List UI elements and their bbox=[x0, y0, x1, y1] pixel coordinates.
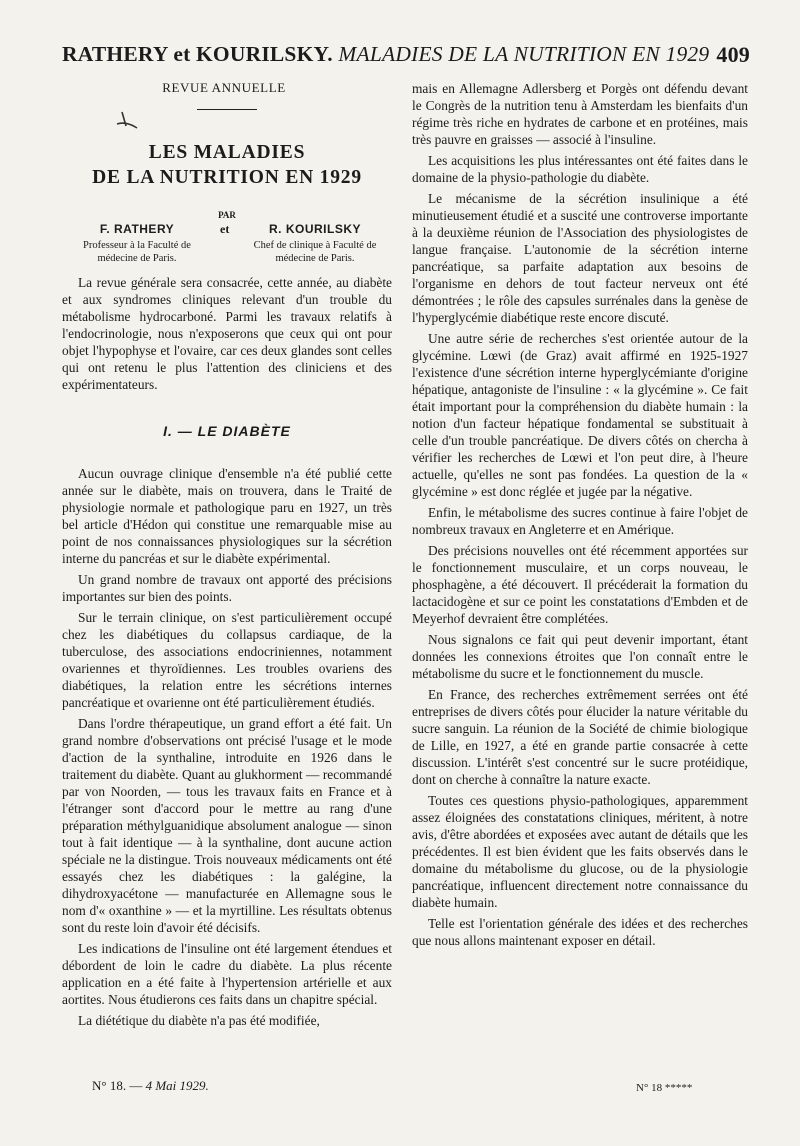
paragraph: Aucun ouvrage clinique d'ensemble n'a été publié cette année sur le diabète, mais on trouvera, dans le Traité de physiologie normale et pathologique paru en 1927, un très bel article d'Hédon qui constitue une remarquable mise au point de nos connaissances physiologiques sur la sécrétion interne du pancréas et sur le diabète expérimental. bbox=[62, 466, 392, 566]
footer-issue: N° 18. — bbox=[92, 1078, 143, 1093]
main-title-line-1: LES MALADIES bbox=[148, 142, 306, 163]
paragraph: Les indications de l'insuline ont été largement étendues et débordent de loin le cadre du diabète. La plus récente application en a été faite à l'hypertension artérielle et aux aortites. Nous étudierons ces faits dans un chapitre spécial. bbox=[62, 941, 392, 1007]
footer-left bbox=[92, 1078, 209, 1094]
paragraph: Le mécanisme de la sécrétion insulinique a été minutieusement étudié et a suscité une controverse importante à la deuxième réunion de l'Association des physiologistes de langue française. L'autonomie de la sécrétion interne pancréatique, sa parfaite adaptation aux besoins de l'organisme en dehors de tout facteur nerveux ont été démontrées ; le rôle des capsules surrénales dans la genèse de l'hyperglycémie diabétique reste encore discuté. bbox=[412, 191, 748, 325]
author-name: F. RATHERY bbox=[99, 222, 175, 236]
author-name: R. KOURILSKY bbox=[268, 222, 361, 236]
footer-date: 4 Mai 1929. bbox=[145, 1078, 209, 1093]
paragraph: Toutes ces questions physio-pathologiques, apparemment assez éloignées des constatations cliniques, méritent, à notre avis, d'être abordées et exposées avec autant de détails que les précédentes. Il est bien évident que les faits observés dans le domaine du métabolisme du glucose, ou de la physiologie pancréatique, influencent directement notre connaissance du diabète humain. bbox=[412, 793, 748, 910]
handwritten-mark-icon bbox=[114, 110, 140, 132]
header-title: MALADIES DE LA NUTRITION EN 1929 bbox=[338, 42, 710, 66]
author-conjunction: et bbox=[220, 222, 230, 236]
author-role bbox=[62, 239, 212, 265]
intro-text bbox=[62, 274, 392, 393]
left-column bbox=[62, 80, 392, 1033]
authors-block bbox=[62, 222, 392, 274]
author-role-line: médecine de Paris. bbox=[275, 253, 355, 264]
main-title-line-2: DE LA NUTRITION EN 1929 bbox=[92, 167, 362, 188]
paragraph: Dans l'ordre thérapeutique, un grand effort a été fait. Un grand nombre d'observations ont précisé l'usage et le mode d'action de la synthaline, introduite en 1926 dans le traitement du diabète. Quant au glukhorment — recommandé par von Noorden, — tous les travaux faits en France et à l'étranger sont d'accord pour le mettre au rang d'une préparation méthylguanidique absolument analogue — sinon tout à fait identique — à la synthaline, dont aucune action spéciale ne la distingue. Trois nouveaux médicaments ont été essayés chez les diabétiques : la galégine, la dihydroxyacétone — manufacturée en Allemagne sous le nom d'« oxanthine » — et la myrtilline. Les résultats obtenus sont du reste loin d'avoir été décisifs. bbox=[62, 716, 392, 935]
paragraph: Un grand nombre de travaux ont apporté des précisions importantes sur bien des points. bbox=[62, 572, 392, 604]
paragraph: Nous signalons ce fait qui peut devenir important, étant données les connexions étroites que l'on connaît entre le métabolisme du sucre et le fonctionnement du muscle. bbox=[412, 632, 748, 681]
paragraph: En France, des recherches extrêmement serrées ont été entreprises de divers côtés pour élucider la nature véritable du sucre sanguin. La réunion de la Société de chimie biologique de Lille, en 1927, a été en grande partie consacrée à cette discussion. L'intérêt s'est concentré sur le sucre protéidique, dont on cherche à connaître la nature exacte. bbox=[412, 687, 748, 787]
main-title bbox=[62, 140, 392, 190]
author-kourilsky bbox=[230, 222, 400, 265]
paragraph: mais en Allemagne Adlersberg et Porgès ont défendu devant le Congrès de la nutrition tenu à Amsterdam les bienfaits d'un régime très riche en hydrates de carbone et en protéines, mais très pauvre en graisses — associé à l'insuline. bbox=[412, 81, 748, 147]
author-role-line: médecine de Paris. bbox=[97, 253, 177, 264]
author-role bbox=[230, 239, 400, 265]
by-label: PAR bbox=[218, 210, 236, 220]
author-rathery bbox=[62, 222, 212, 265]
left-body bbox=[62, 465, 392, 1029]
right-column bbox=[412, 80, 748, 953]
author-role-line: Chef de clinique à Faculté de bbox=[253, 240, 377, 251]
paragraph: La diététique du diabète n'a pas été modifiée, bbox=[78, 1013, 320, 1028]
paragraph: Enfin, le métabolisme des sucres continue à faire l'objet de nombreux travaux en Angleterre et en Amérique. bbox=[412, 505, 748, 537]
paragraph: Sur le terrain clinique, on s'est particulièrement occupé chez les diabétiques du collapsus cardiaque, de la tuberculose, des associations endocriniennes, notamment ovariennes et thyroïdiennes. Les troubles ovariens des diabétiques, la relation entre les sécrétions internes pancréatique et ovarienne ont été particulièrement étudiés. bbox=[62, 610, 392, 710]
page-number: 409 bbox=[716, 42, 750, 67]
paragraph: Des précisions nouvelles ont été récemment apportées sur le fonctionnement musculaire, et un corps nouveau, le phosphagène, a été découvert. Il précéderait la formation du lactacidogène et sur ce point les constatations d'Embden et de Meyerhof devraient être complétées. bbox=[412, 543, 748, 626]
section-title: I. — LE DIABÈTE bbox=[163, 423, 291, 439]
intro-paragraph: La revue générale sera consacrée, cette année, au diabète et aux syndromes cliniques relevant d'un trouble du métabolisme hydrocarboné. Parmi les travaux relatifs à l'endocrinologie, nous n'exposerons que ceux qui ont pour objet l'hypophyse et l'ovaire, car ces deux glandes sont celles qui ont retenu le plus l'attention des cliniciens et des expérimentateurs. bbox=[62, 275, 392, 392]
footer-right: N° 18 ***** bbox=[636, 1082, 693, 1094]
paragraph: Les acquisitions les plus intéressantes ont été faites dans le domaine de la physio-pathologie du diabète. bbox=[412, 153, 748, 185]
header-rule bbox=[197, 109, 257, 110]
header-authors: RATHERY et KOURILSKY. bbox=[62, 42, 333, 66]
paragraph: Une autre série de recherches s'est orientée autour de la glycémine. Lœwi (de Graz) avait affirmé en 1925-1927 l'existence d'une sécrétion interne hyperglycémiante d'origine hépatique, antagoniste de l'insuline : « la glycémine ». Ce fait était important pour la compréhension du diabète humain : la notion d'un facteur hépatique fondamental se substituait à celle d'un trouble pancréatique. De divers côtés on chercha à vérifier les recherches de Lœwi et l'on peut dire, à l'heure actuelle, qu'elles ne sont pas fondées. La question de la « glycémine » est donc réglée et jugée par la négative. bbox=[412, 331, 748, 499]
revue-label: REVUE ANNUELLE bbox=[162, 80, 286, 95]
page-header bbox=[62, 42, 750, 67]
paragraph: Telle est l'orientation générale des idées et des recherches que nous allons maintenant exposer en détail. bbox=[412, 916, 748, 948]
author-role-line: Professeur à la Faculté de bbox=[83, 240, 191, 251]
